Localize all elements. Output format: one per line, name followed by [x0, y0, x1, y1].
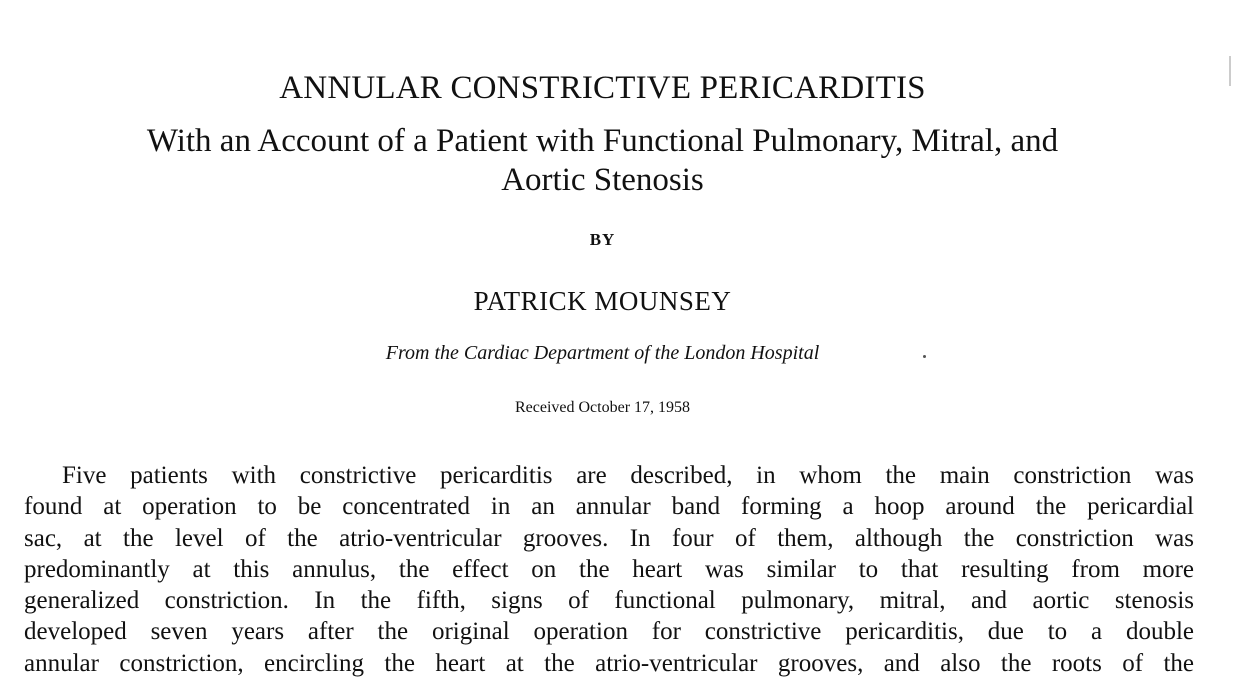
speck-mark [923, 355, 926, 358]
byline-label: BY [589, 230, 616, 249]
abstract-paragraph [24, 460, 1194, 677]
abstract-line: Five patients with constrictive pericarditis are described, in whom the main constriction was [62, 462, 1194, 489]
subtitle-line-1: With an Account of a Patient with Functional Pulmonary, Mitral, and [146, 123, 1059, 159]
abstract-line: generalized constriction. In the fifth, signs of functional pulmonary, mitral, and aortic stenosis [24, 587, 1194, 615]
article-subtitle [0, 122, 1205, 200]
abstract-line: annular constriction, encircling the heart at the atrio-ventricular grooves, and also the roots of the [24, 649, 1194, 677]
author-affiliation: From the Cardiac Department of the London Hospital [385, 342, 820, 364]
abstract-line: developed seven years after the original operation for constrictive pericarditis, due to a double [24, 618, 1194, 646]
article-title: ANNULAR CONSTRICTIVE PERICARDITIS [279, 70, 926, 106]
page-edge-mark [1229, 56, 1231, 86]
subtitle-line-2: Aortic Stenosis [501, 162, 704, 198]
received-date: Received October 17, 1958 [514, 399, 691, 416]
abstract-line: predominantly at this annulus, the effect on the heart was similar to that resulting from more [24, 555, 1194, 583]
abstract-line: sac, at the level of the atrio-ventricular grooves. In four of them, although the constriction was [24, 524, 1194, 552]
abstract-line: found at operation to be concentrated in an annular band forming a hoop around the pericardial [24, 493, 1194, 521]
author-name: PATRICK MOUNSEY [473, 286, 732, 316]
